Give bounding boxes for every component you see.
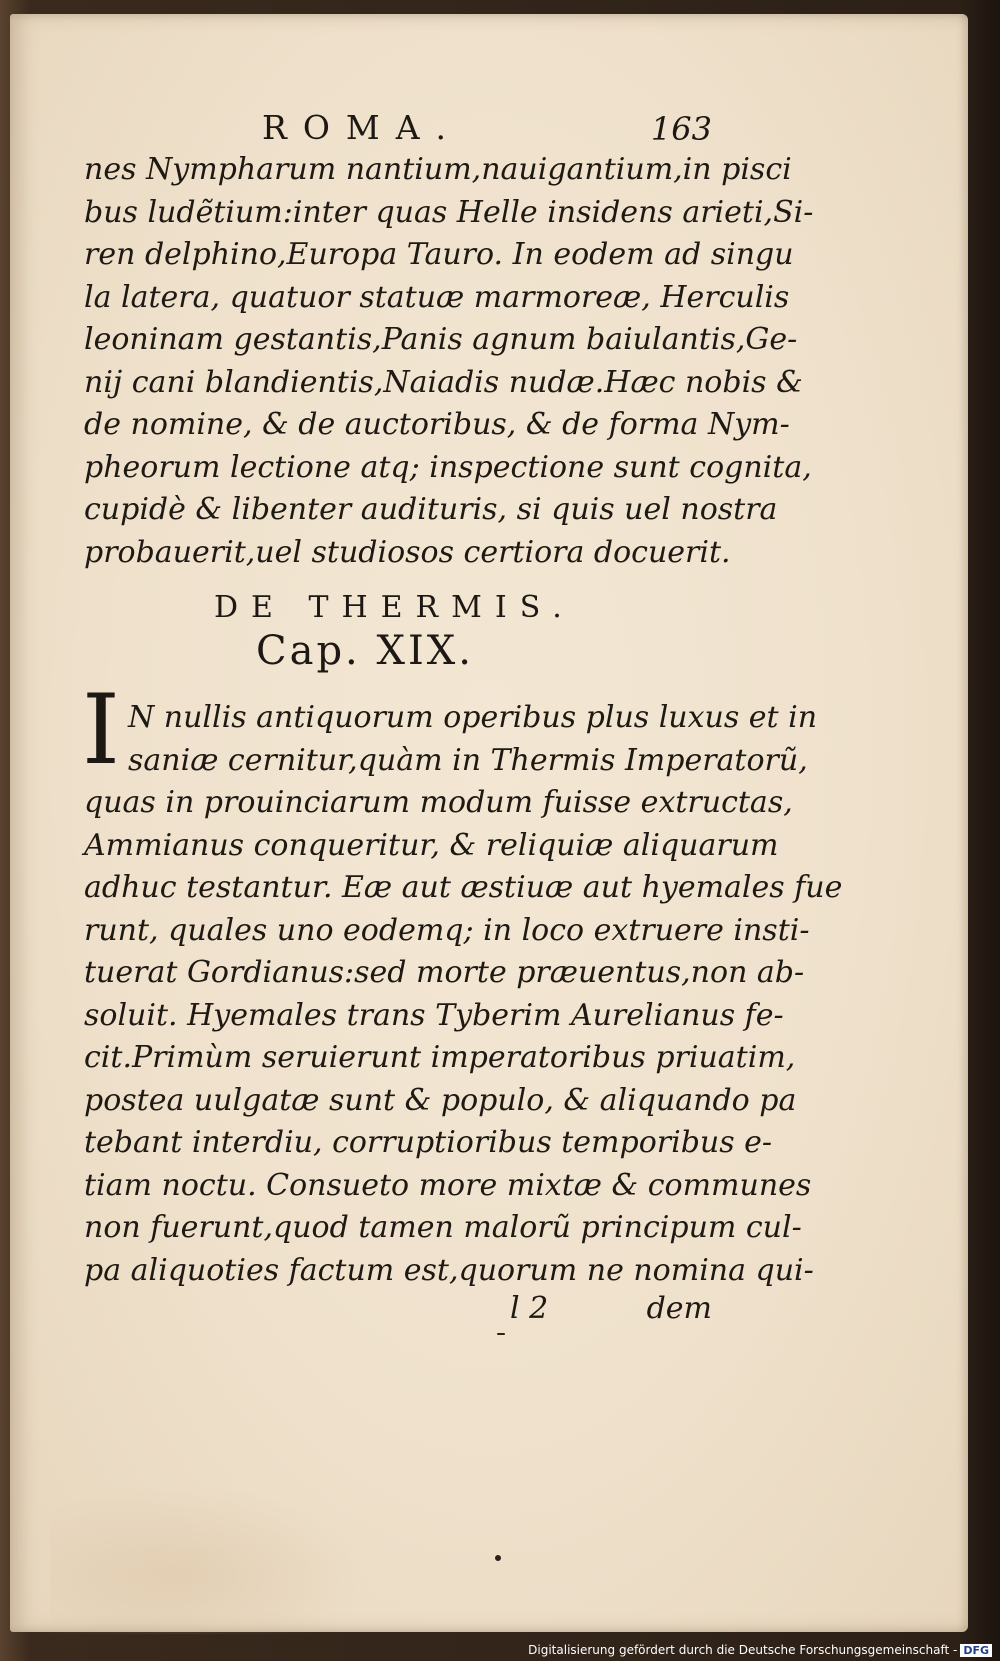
text-line: soluit. Hyemales trans Tyberim Aurelianus fe- — [84, 997, 784, 1033]
drop-cap-initial: I — [82, 674, 120, 786]
text-line: nij cani blandientis,Naiadis nudæ.Hæc nobis & — [84, 364, 803, 400]
text-line: tiam noctu. Consueto more mixtæ & communes — [84, 1167, 812, 1203]
text-line: saniæ cernitur,quàm in Thermis Imperatorũ, — [128, 742, 808, 778]
digitization-credit — [528, 1643, 992, 1657]
paragraph-nymphaea — [84, 149, 814, 574]
text-line: adhuc testantur. Eæ aut æstiuæ aut hyemales fue — [84, 870, 843, 905]
ink-speck — [497, 1333, 505, 1335]
paragraph-thermae — [84, 697, 843, 1292]
text-line: leoninam gestantis,Panis agnum baiulantis,Ge- — [84, 322, 798, 357]
text-line: nes Nympharum nantium,nauigantium,in pisci — [84, 152, 792, 187]
section-heading: DE THERMIS. — [214, 590, 575, 625]
page-footer-marks — [84, 1291, 712, 1335]
text-line: runt, quales uno eodemq; in loco extruere insti- — [84, 912, 810, 948]
text-line: ren delphino,Europa Tauro. In eodem ad singu — [84, 237, 794, 272]
text-line: non fuerunt,quod tamen malorũ principum cul- — [84, 1210, 802, 1245]
page-number: 163 — [650, 110, 712, 148]
text-line: bus ludẽtium:inter quas Helle insidens arieti,Si- — [84, 194, 814, 230]
text-line: pheorum lectione atq; inspectione sunt cognita, — [84, 449, 812, 485]
text-line: cupidè & libenter audituris, si quis uel nostra — [84, 492, 778, 527]
credit-text: Digitalisierung gefördert durch die Deutsche Forschungsgemeinschaft - — [528, 1643, 958, 1657]
text-line: probauerit,uel studiosos certiora docuerit. — [84, 534, 731, 570]
paper-stain — [50, 1484, 370, 1634]
chapter-heading: Cap. XIX. — [256, 628, 474, 674]
dfg-logo: DFG — [960, 1644, 992, 1657]
running-title: ROMA. — [262, 108, 463, 147]
text-line: tebant interdiu, corruptioribus temporibus e- — [84, 1125, 773, 1160]
text-line: la latera, quatuor statuæ marmoreæ, Herculis — [84, 279, 790, 315]
text-line: de nomine, & de auctoribus, & de forma Nym- — [84, 407, 790, 442]
text-line: pa aliquoties factum est,quorum ne nomina qui- — [84, 1252, 814, 1288]
text-line: N nullis antiquorum operibus plus luxus et in — [128, 700, 818, 735]
ink-speck — [495, 1555, 501, 1561]
catchword: dem — [646, 1291, 712, 1326]
text-line: postea uulgatæ sunt & populo, & aliquando pa — [84, 1082, 797, 1118]
text-line: tuerat Gordianus:sed morte præuentus,non ab- — [84, 955, 805, 990]
text-line: quas in prouinciarum modum fuisse extructas, — [84, 785, 793, 820]
text-line: cit.Primùm seruierunt imperatoribus priuatim, — [84, 1040, 796, 1075]
signature-mark: l 2 — [510, 1291, 549, 1326]
text-line: Ammianus conqueritur, & reliquiæ aliquarum — [84, 827, 779, 863]
